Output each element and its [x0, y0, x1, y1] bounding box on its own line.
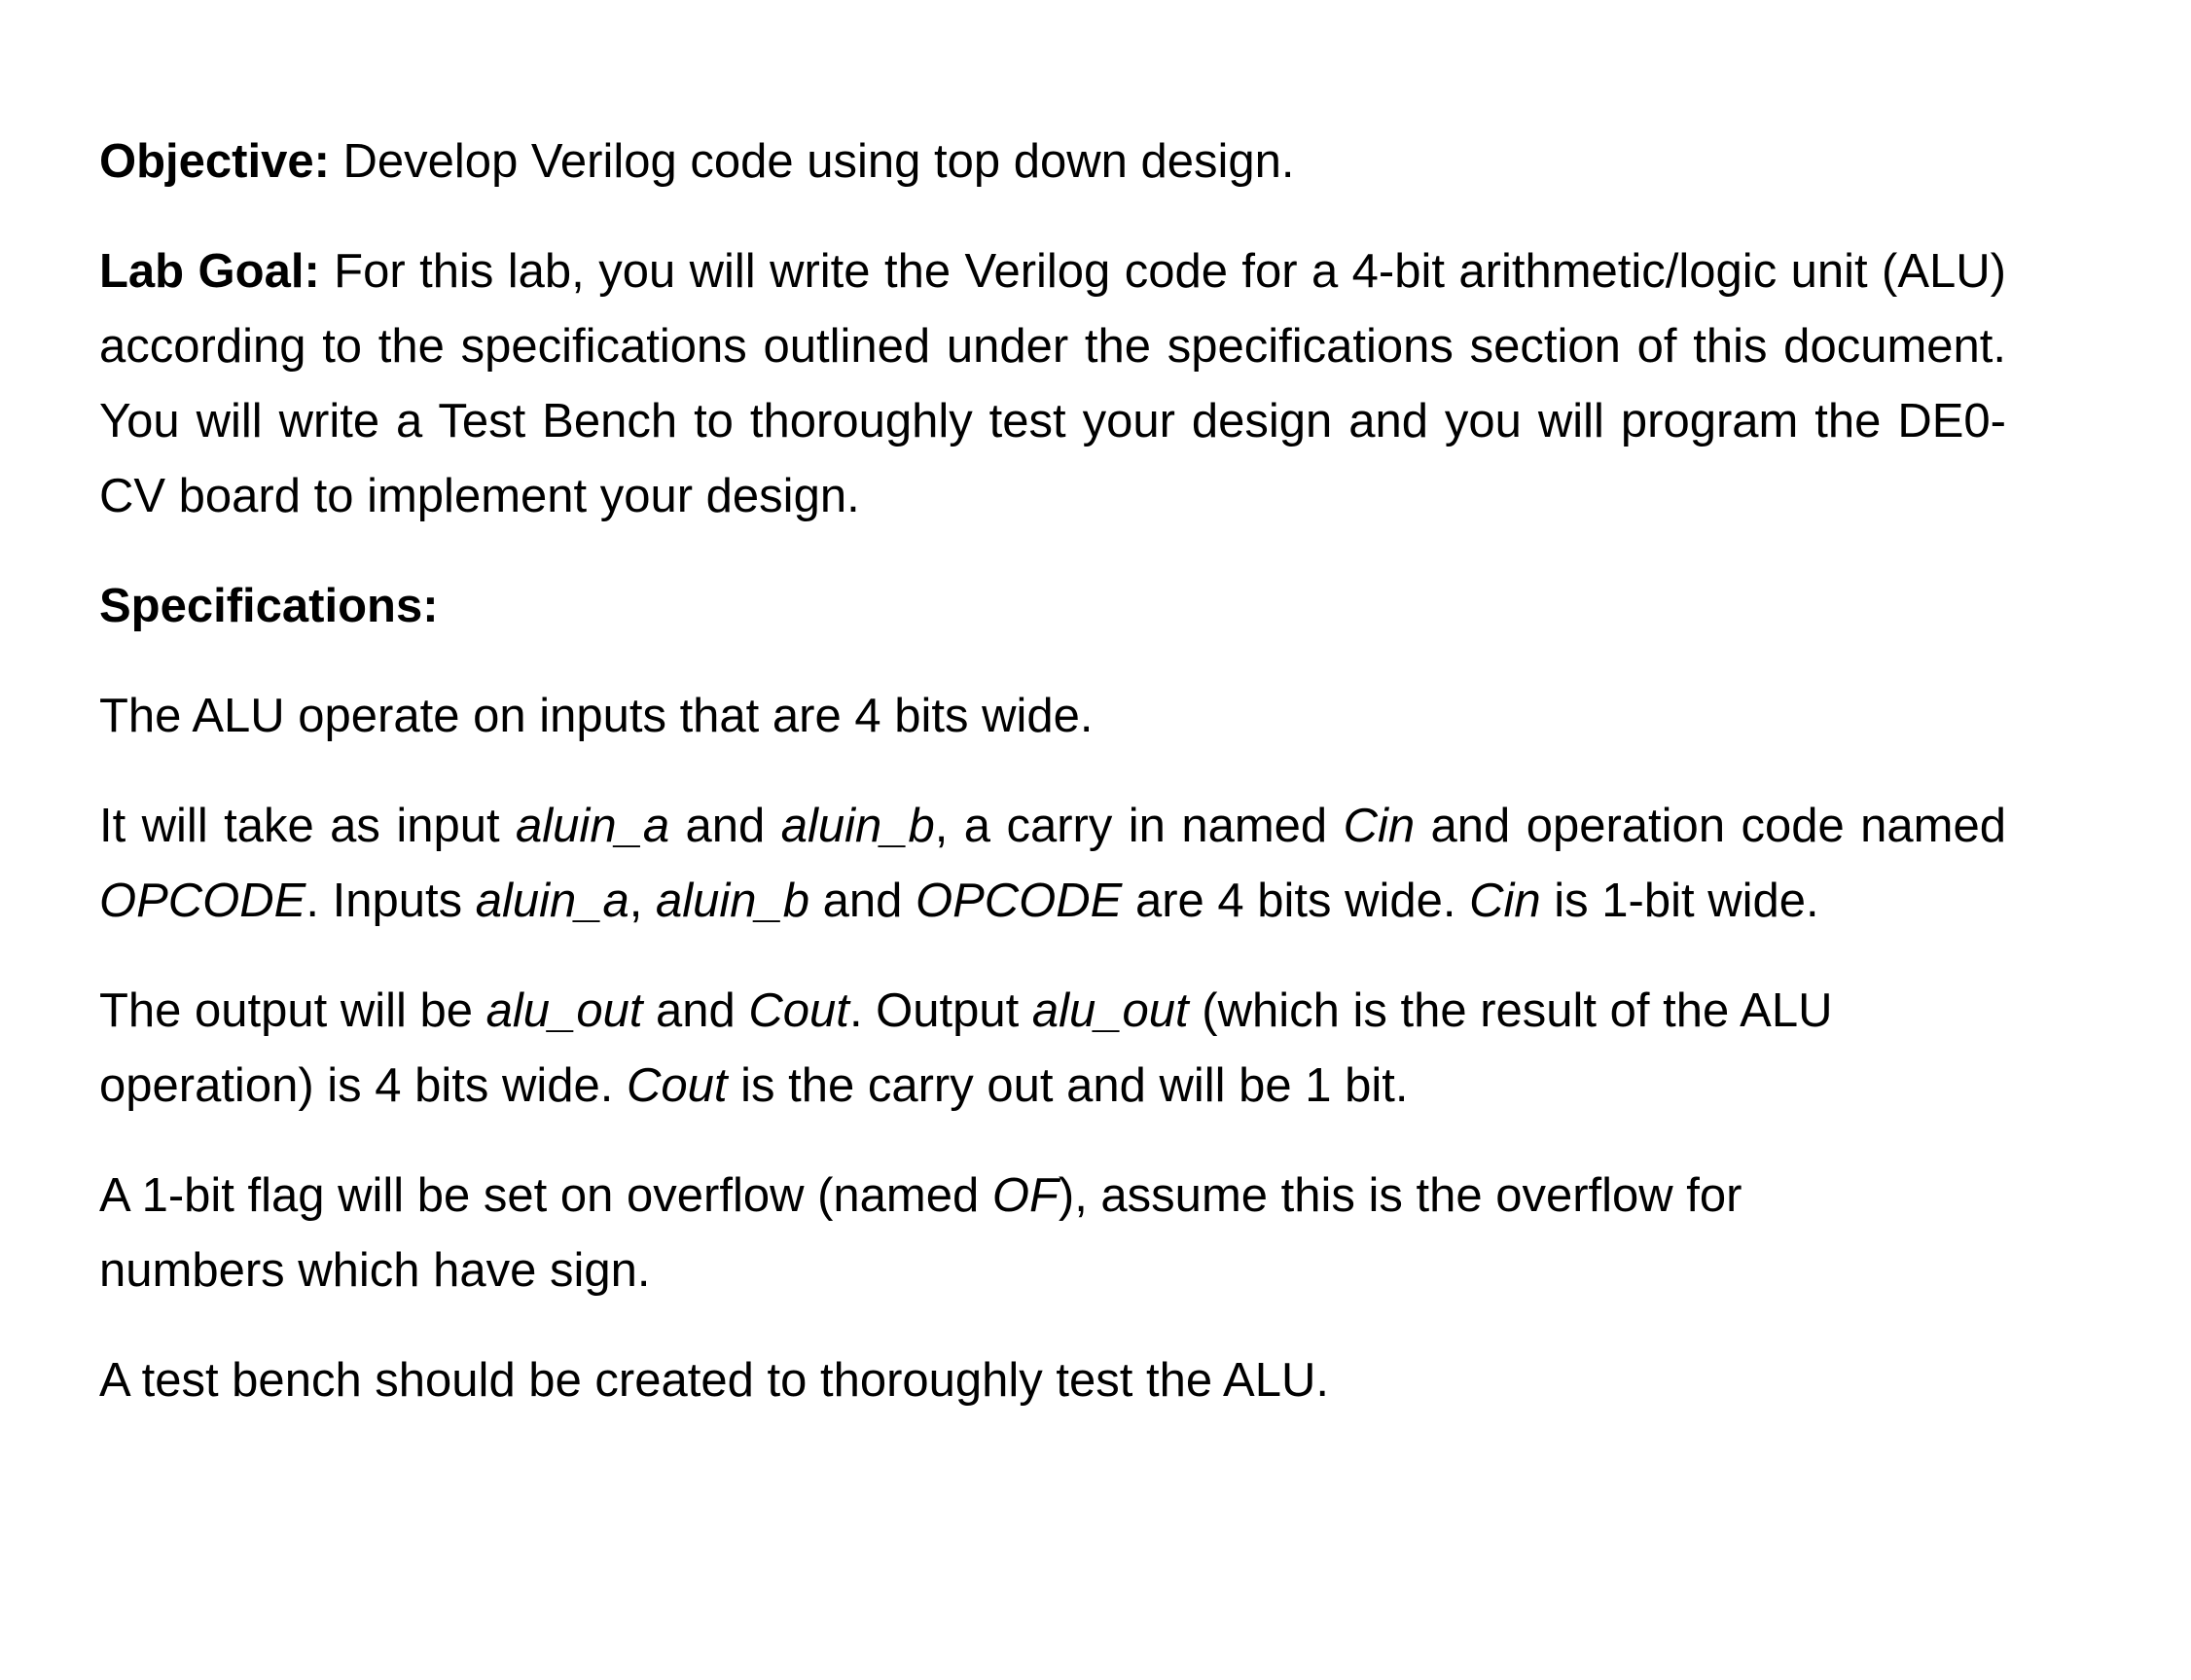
var-aluin-b: aluin_b [655, 875, 809, 927]
var-cout: Cout [748, 984, 849, 1037]
var-cout: Cout [627, 1059, 728, 1112]
lab-goal-label: Lab Goal: [99, 245, 320, 298]
spec-inputs-width: The ALU operate on inputs that are 4 bits wide. [99, 690, 1094, 742]
var-aluin-a: aluin_a [516, 800, 670, 852]
specifications-heading: Specifications: [99, 580, 439, 632]
var-opcode: OPCODE [915, 875, 1123, 927]
spec-outputs-paragraph: The output will be alu_out and Cout. Output alu_out (which is the result of the ALU operation) is 4 bits wide. Cout is the carry out and will be 1 bit. [99, 984, 1833, 1112]
spec-test-bench: A test bench should be created to thoroughly test the ALU. [99, 1354, 1329, 1407]
var-cin: Cin [1343, 800, 1416, 852]
var-aluin-a: aluin_a [475, 875, 629, 927]
var-cin: Cin [1469, 875, 1541, 927]
lab-goal-paragraph [99, 234, 2006, 534]
objective-label: Objective: [99, 135, 330, 188]
var-alu-out: alu_out [485, 984, 643, 1037]
objective-text: Develop Verilog code using top down design. [329, 135, 1295, 188]
lab-goal-text: For this lab, you will write the Verilog code for a 4-bit arithmetic/logic unit (ALU) according to the specifications outlined under the specifications section of this document. You will write a Test Bench to thoroughly test your design and you will program the DE0-CV board to implement your design. [99, 245, 2006, 522]
var-of: OF [991, 1169, 1059, 1222]
objective-paragraph [99, 125, 2006, 199]
spec-overflow-paragraph: A 1-bit flag will be set on overflow (named OF), assume this is the overflow for numbers which have sign. [99, 1169, 1742, 1297]
var-alu-out: alu_out [1031, 984, 1189, 1037]
document-page [99, 125, 2006, 1453]
var-opcode: OPCODE [99, 875, 306, 927]
spec-inputs-paragraph: It will take as input aluin_a and aluin_b, a carry in named Cin and operation code named OPCODE. Inputs aluin_a, aluin_b and OPCODE are 4 bits wide. Cin is 1-bit wide. [99, 800, 2006, 927]
var-aluin-b: aluin_b [780, 800, 935, 852]
